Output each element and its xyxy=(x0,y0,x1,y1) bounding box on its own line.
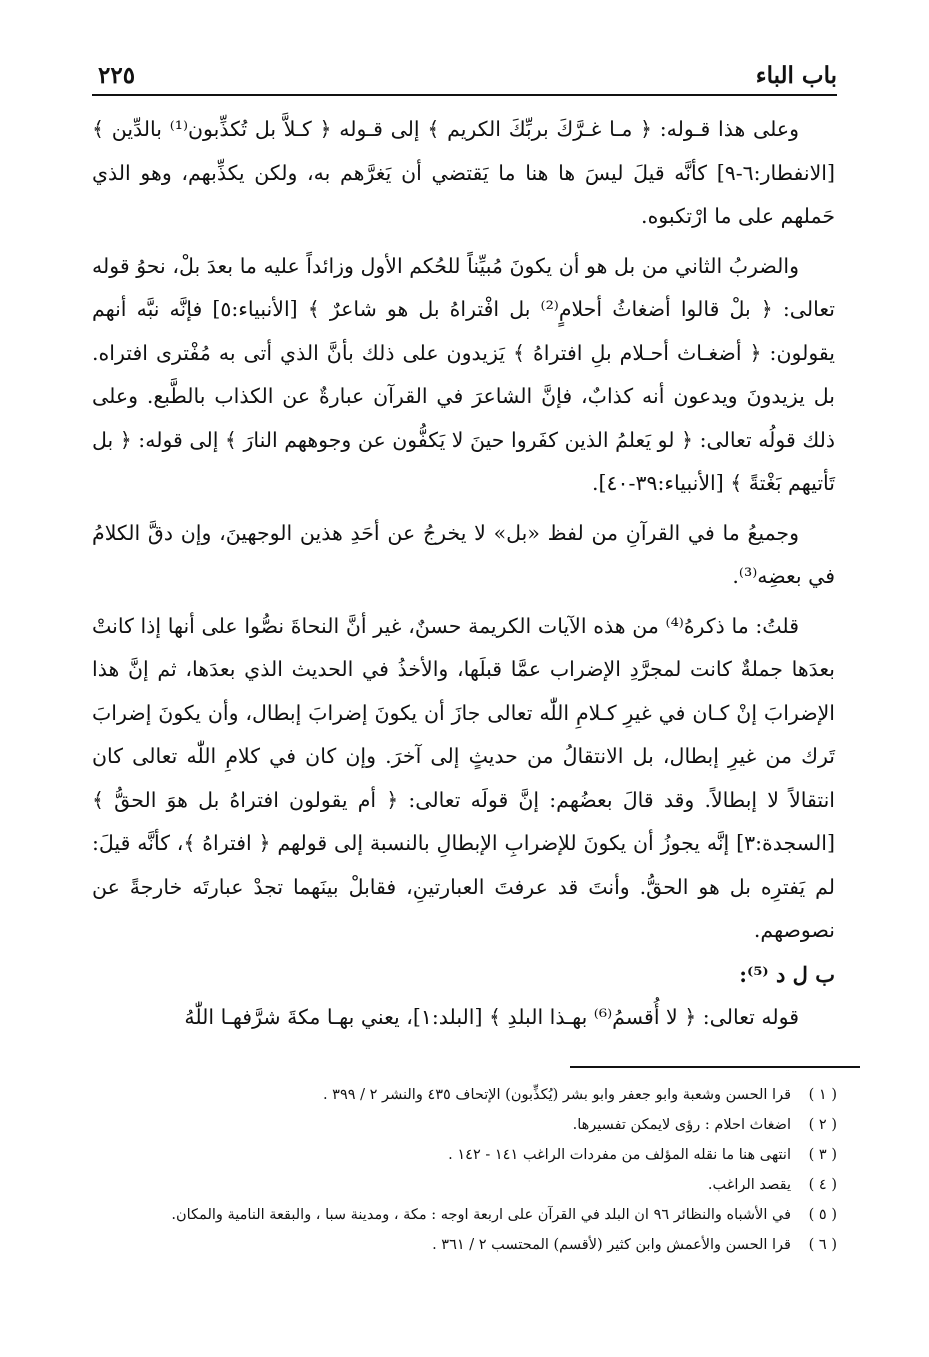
footnote-number: ( ٥ ) xyxy=(808,1207,837,1223)
footnote-3 xyxy=(92,1140,837,1170)
page-header xyxy=(92,58,837,96)
paragraph-3: وجميعُ ما في القرآنِ من لفظ «بل» لا يخرجُ عن أحَدِ هذين الوجهينَ، وإن دقَّ الكلامُ في بعضِه⁽³⁾. xyxy=(92,520,835,588)
footnote-text: قرا الحسن وشعبة وابو جعفر وابو بشر (يُكذِّبون) الإتحاف ٤٣٥ والنشر ٢ / ٣٩٩ . xyxy=(322,1087,791,1103)
entry-heading: ب ل د ⁽⁵⁾: xyxy=(739,961,835,987)
footnote-text: في الأشباه والنظائر ٩٦ ان البلد في القرآن على اربعة اوجه : مكة ، ومدينة سبا ، والبقعة النامية والمكان. xyxy=(171,1207,791,1223)
footnote-6 xyxy=(92,1230,837,1260)
footnote-1 xyxy=(92,1080,837,1110)
main-text xyxy=(92,108,835,1040)
footnote-5 xyxy=(92,1200,837,1230)
footnote-number: ( ٤ ) xyxy=(808,1177,837,1193)
chapter-title: باب الباء xyxy=(755,62,837,89)
footnote-number: ( ١ ) xyxy=(808,1087,837,1103)
page-number: ٢٢٥ xyxy=(98,62,136,89)
paragraph-1: وعلى هذا قـوله: ﴿ مـا غـرَّكَ بربِّكَ الكريم ﴾ إلى قـوله ﴿ كـلاَّ بل تُكذِّبون⁽¹⁾ بالدِّين ﴾ [الانفطار:٦-٩] كأنَّه قيلَ ليسَ ها هنا ما يَقتضي أن يَغرَّهم به، ولكن يكذِّبهم، وهو الذي حَملهم على ما ارْتكبوه. xyxy=(92,117,835,228)
footnote-number: ( ٢ ) xyxy=(808,1117,837,1133)
footnote-divider xyxy=(570,1066,860,1068)
paragraph-2: والضربُ الثاني من بل هو أن يكونَ مُبيِّناً للحُكم الأول وزائداً عليه ما بعدَ بلْ، نحوُ قوله تعالى: ﴿ بلْ قالوا أضغاثُ أحلامٍ⁽²⁾ بل افْتراهُ بل هو شاعرٌ ﴾ [الأنبياء:٥] فإنَّه نبَّه أنهم يقولون: ﴿ أضغـاث أحـلام بلِ افتراهُ ﴾ يَزيدون على ذلك بأنَّ الذي أتى به مُفْترى افتراه. بل يزيدونَ ويدعون أنه كذابٌ، فإنَّ الشاعرَ في القرآن عبارةٌ عن الكذاب بالطَّبع. وعلى ذلك قولُه تعالى: ﴿ لو يَعلمُ الذين كفَروا حينَ لا يَكفُّون عن وجوههم النارَ ﴾ إلى قوله: ﴿ بل تَأتيهم بَغْتةً ﴾ [الأنبياء:٣٩-٤٠]. xyxy=(92,253,835,495)
paragraph-4: قلتُ: ما ذكرهُ⁽⁴⁾ من هذه الآيات الكريمة حسنٌ، غير أنَّ النحاةَ نصُّوا على أنها إذا كانتْ بعدَها جملةٌ كانت لمجرَّدِ الإضراب عمَّا قبلَها، والأخذُ في الحديث الذي بعدَها، ثم إنَّ هذا الإضرابَ إنْ كـان في غيرِ كـلامِ اللّٰه تعالى جازَ أن يكونَ إضرابَ إبطال، وأن يكونَ إضرابَ تَرك من غيرِ إبطال، بل الانتقالُ من حديثٍ إلى آخرَ. وإن كان في كلامِ اللّٰه تعالى كان انتقالاً لا إبطالاً. وقد قالَ بعضُهم: إنَّ قولَه تعالى: ﴿ أم يقولون افتراهُ بل هوَ الحقُّ ﴾ [السجدة:٣] إنَّه يجوزُ أن يكونَ للإضرابِ الإبطالِ بالنسبة إلى قولهم ﴿ افتراهُ ﴾، كأنَّه قيلَ: لم يَفترِه بل هو الحقُّ. وأنتَ قد عرفتَ العبارتينِ، فقابلْ بينَهما تجدْ عبارتَه خارجةً عن نصوصهم. xyxy=(92,613,835,942)
paragraph-5: قوله تعالى: ﴿ لا أُقسمُ⁽⁶⁾ بهـذا البلدِ ﴾ [البلد:١]، يعني بهـا مكةَ شرَّفهـا اللّٰهُ xyxy=(184,1005,799,1029)
footnote-text: اضغاث احلام : رؤى لايمكن تفسيرها. xyxy=(572,1117,791,1133)
footnote-4 xyxy=(92,1170,837,1200)
footnote-text: يقصد الراغب. xyxy=(707,1177,791,1193)
footnote-text: قرا الحسن والأعمش وابن كثير (لأقسم) المحتسب ٢ / ٣٦١ . xyxy=(432,1237,791,1253)
footnotes xyxy=(92,1080,837,1260)
footnote-2 xyxy=(92,1110,837,1140)
footnote-text: انتهى هنا ما نقله المؤلف من مفردات الراغب ١٤١ - ١٤٢ . xyxy=(448,1147,791,1163)
footnote-number: ( ٦ ) xyxy=(808,1237,837,1253)
footnote-number: ( ٣ ) xyxy=(808,1147,837,1163)
